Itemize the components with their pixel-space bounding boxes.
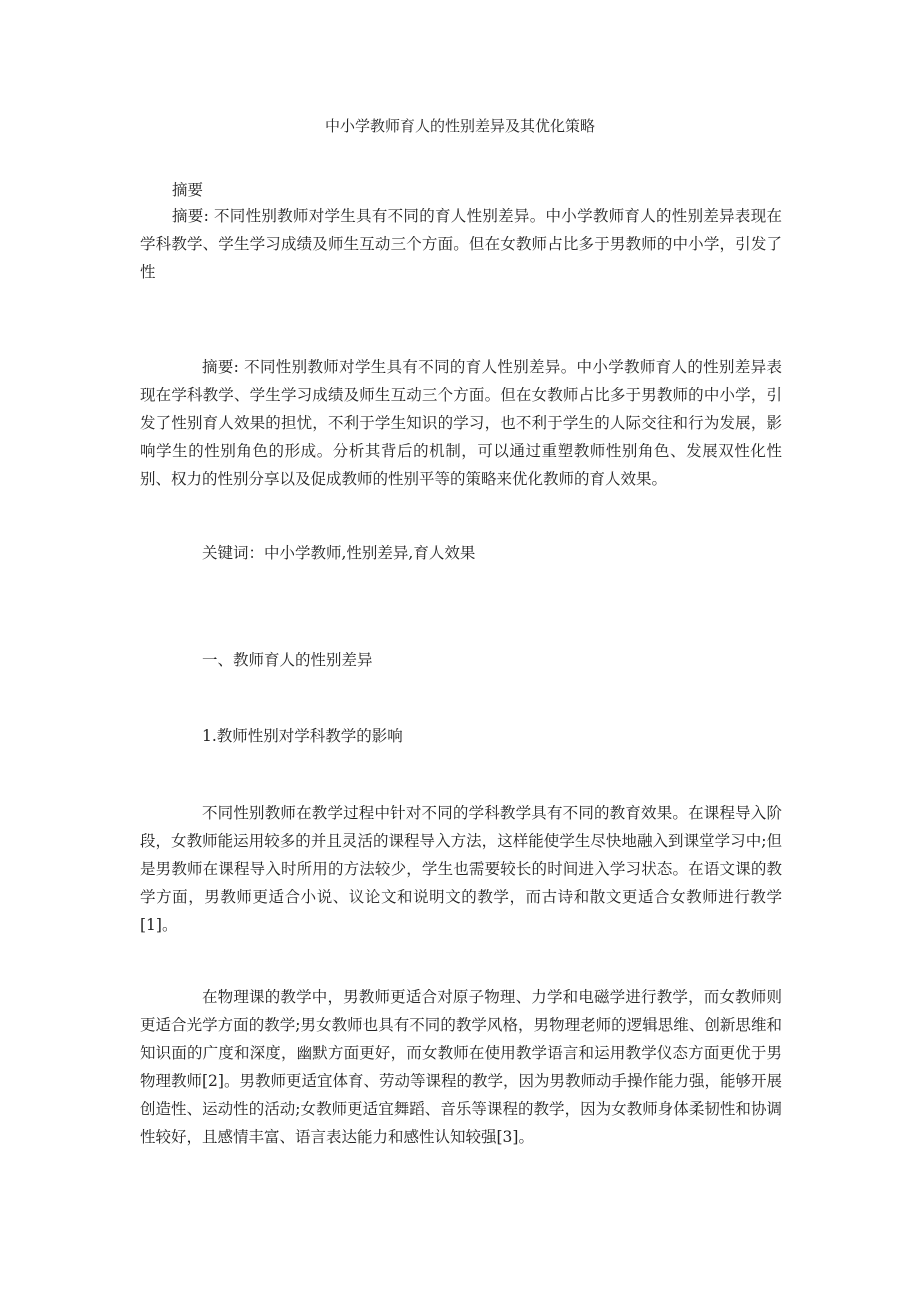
section-heading: 一、教师育人的性别差异 — [202, 651, 373, 669]
body-paragraph-2: 在物理课的教学中，男教师更适合对原子物理、力学和电磁学进行教学，而女教师则更适合光学方面的教学;男女教师也具有不同的教学风格，男物理老师的逻辑思维、创新思维和知识面的广度和深度，幽默方面更好，而女教师在使用教学语言和运用教学仪态方面更优于男物理教师[2]。男教师更适宜体育、劳动等课程的教学，因为男教师动手操作能力强，能够开展创造性、运动性的活动;女教师更适宜舞蹈、音乐等课程的教学，因为女教师身体柔韧性和协调性较好，且感情丰富、语言表达能力和感性认知较强[3]。 — [140, 988, 782, 1146]
keywords-line: 关键词：中小学教师,性别差异,育人效果 — [202, 544, 476, 562]
document-title: 中小学教师育人的性别差异及其优化策略 — [324, 117, 595, 135]
subsection-heading: 1.教师性别对学科教学的影响 — [202, 727, 403, 745]
abstract-heading: 摘要 — [172, 181, 204, 199]
abstract-short-paragraph: 摘要: 不同性别教师对学生具有不同的育人性别差异。中小学教师育人的性别差异表现在学科教学、学生学习成绩及师生互动三个方面。但在女教师占比多于男教师的中小学，引发了性 — [140, 207, 782, 281]
abstract-full-paragraph: 摘要: 不同性别教师对学生具有不同的育人性别差异。中小学教师育人的性别差异表现在学科教学、学生学习成绩及师生互动三个方面。但在女教师占比多于男教师的中小学，引发了性别育人效果的担忧，不利于学生知识的学习，也不利于学生的人际交往和行为发展，影响学生的性别角色的形成。分析其背后的机制，可以通过重塑教师性别角色、发展双性化性别、权力的性别分享以及促成教师的性别平等的策略来优化教师的育人效果。 — [140, 358, 782, 488]
body-paragraph-1: 不同性别教师在教学过程中针对不同的学科教学具有不同的教育效果。在课程导入阶段，女教师能运用较多的并且灵活的课程导入方法，这样能使学生尽快地融入到课堂学习中;但是男教师在课程导入时所用的方法较少，学生也需要较长的时间进入学习状态。在语文课的教学方面，男教师更适合小说、议论文和说明文的教学，而古诗和散文更适合女教师进行教学[1]。 — [140, 804, 782, 934]
